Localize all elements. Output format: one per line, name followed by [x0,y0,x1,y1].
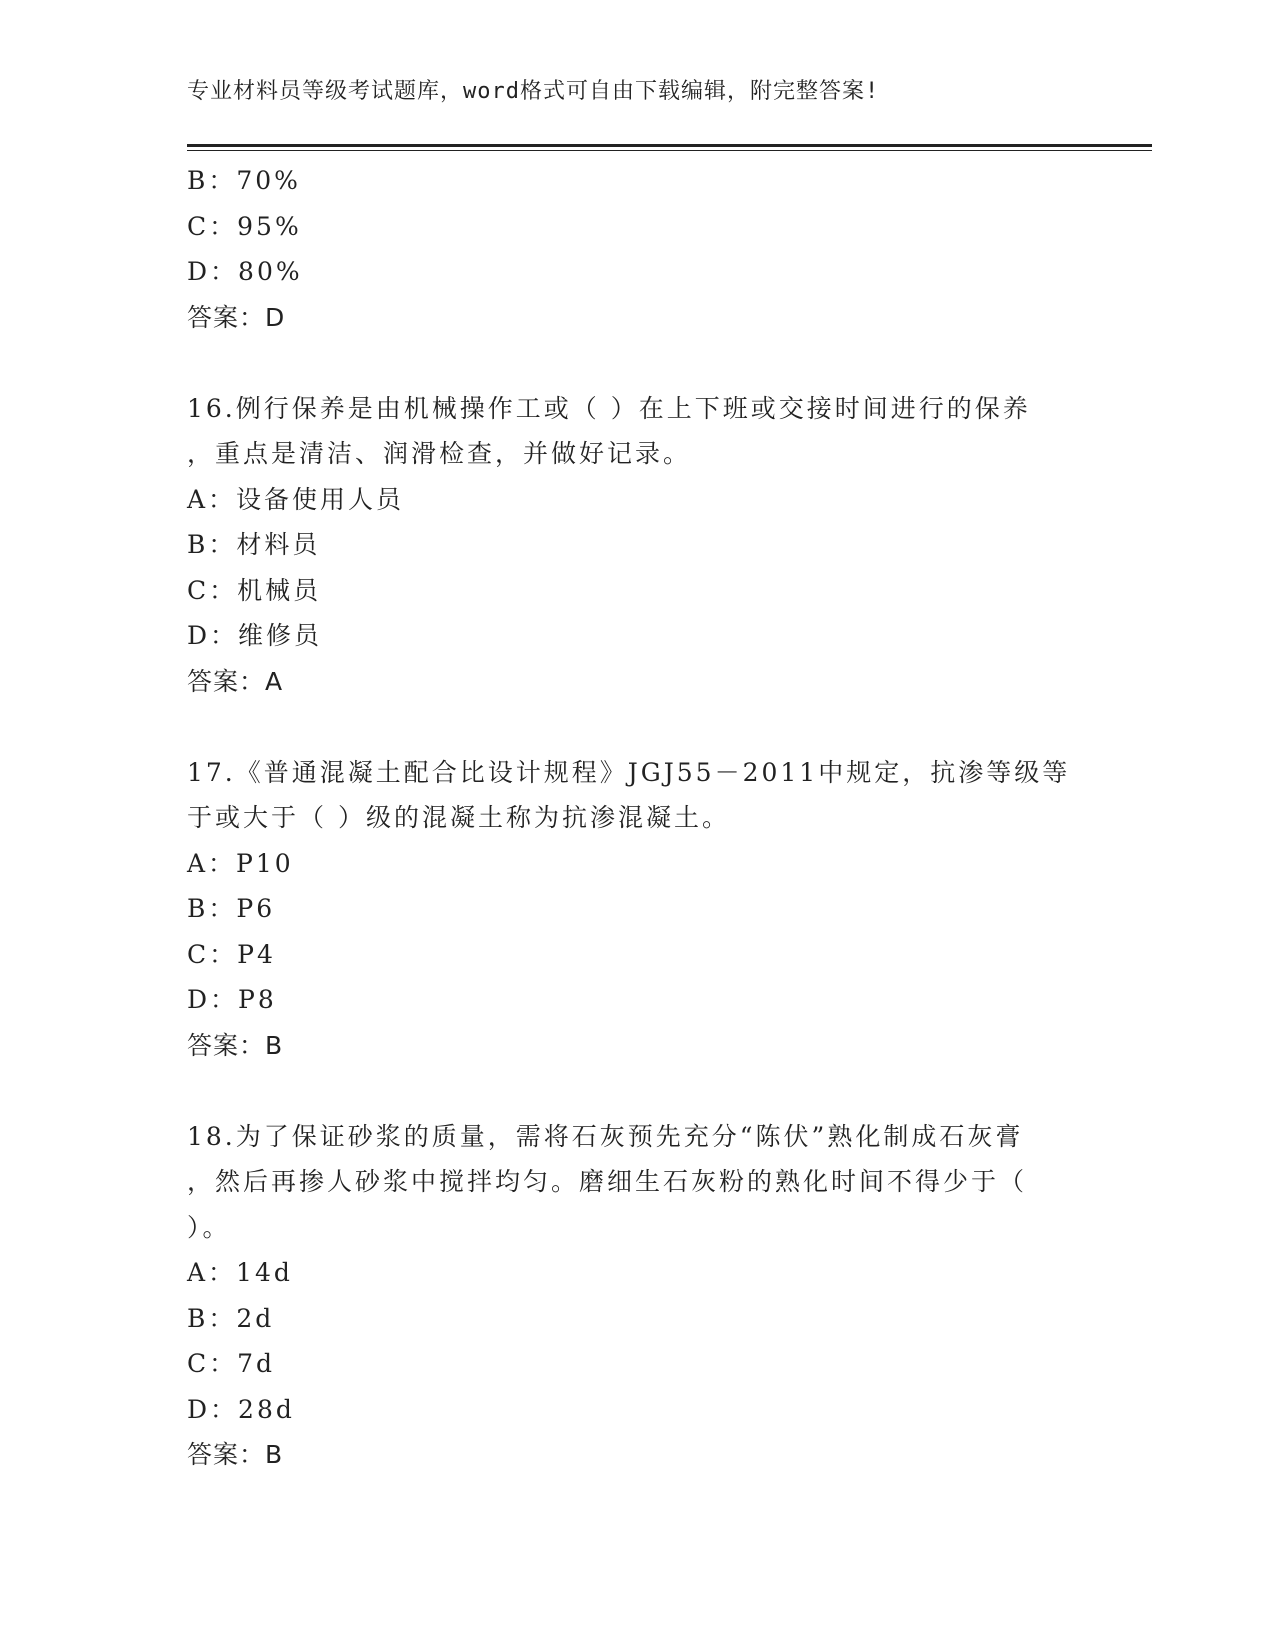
spacer [187,1068,1087,1114]
question-text: 16.例行保养是由机械操作工或（ ）在上下班或交接时间进行的保养 [187,393,1031,423]
question-16 [187,386,1087,705]
answer-line: 答案：D [187,302,286,332]
option-c: C：机械员 [187,575,322,605]
header-rule-thin [187,150,1152,151]
question-text: ，重点是清洁、润滑检查，并做好记录。 [187,439,692,468]
spacer [187,340,1087,386]
option-c: C：7d [187,1349,276,1378]
option-d: D：80% [187,257,303,286]
question-text: 18.为了保证砂浆的质量，需将石灰预先充分“陈伏”熟化制成石灰膏 [187,1121,1024,1151]
header-rule-thick [187,144,1152,147]
question-text: 于或大于（ ）级的混凝土称为抗渗混凝土。 [187,803,730,832]
option-a: A：设备使用人员 [187,484,405,514]
option-d: D：28d [187,1394,295,1424]
question-18 [187,1114,1087,1478]
answer-line: 答案：B [187,1030,284,1060]
option-b: B：P6 [187,894,276,923]
question-content [187,158,1087,1478]
question-17 [187,750,1087,1069]
question-text: 17.《普通混凝土配合比设计规程》JGJ55－2011中规定，抗渗等级等 [187,757,1071,787]
option-c: C：95% [187,211,302,241]
answer-line: 答案：A [187,666,284,696]
question-text: ）。 [187,1212,231,1242]
spacer [187,704,1087,750]
option-d: D：P8 [187,985,277,1014]
answer-line: 答案：B [187,1440,284,1469]
option-a: A：P10 [187,848,294,878]
option-b: B：2d [187,1303,275,1333]
option-d: D：维修员 [187,621,323,650]
option-b: B：材料员 [187,530,321,559]
question-text: ，然后再掺人砂浆中搅拌均匀。磨细生石灰粉的熟化时间不得少于（ [187,1167,1028,1196]
option-b: B：70% [187,166,301,195]
page-header: 专业材料员等级考试题库，word格式可自由下载编辑，附完整答案! [187,79,880,104]
option-c: C：P4 [187,939,276,969]
option-a: A：14d [187,1258,293,1287]
